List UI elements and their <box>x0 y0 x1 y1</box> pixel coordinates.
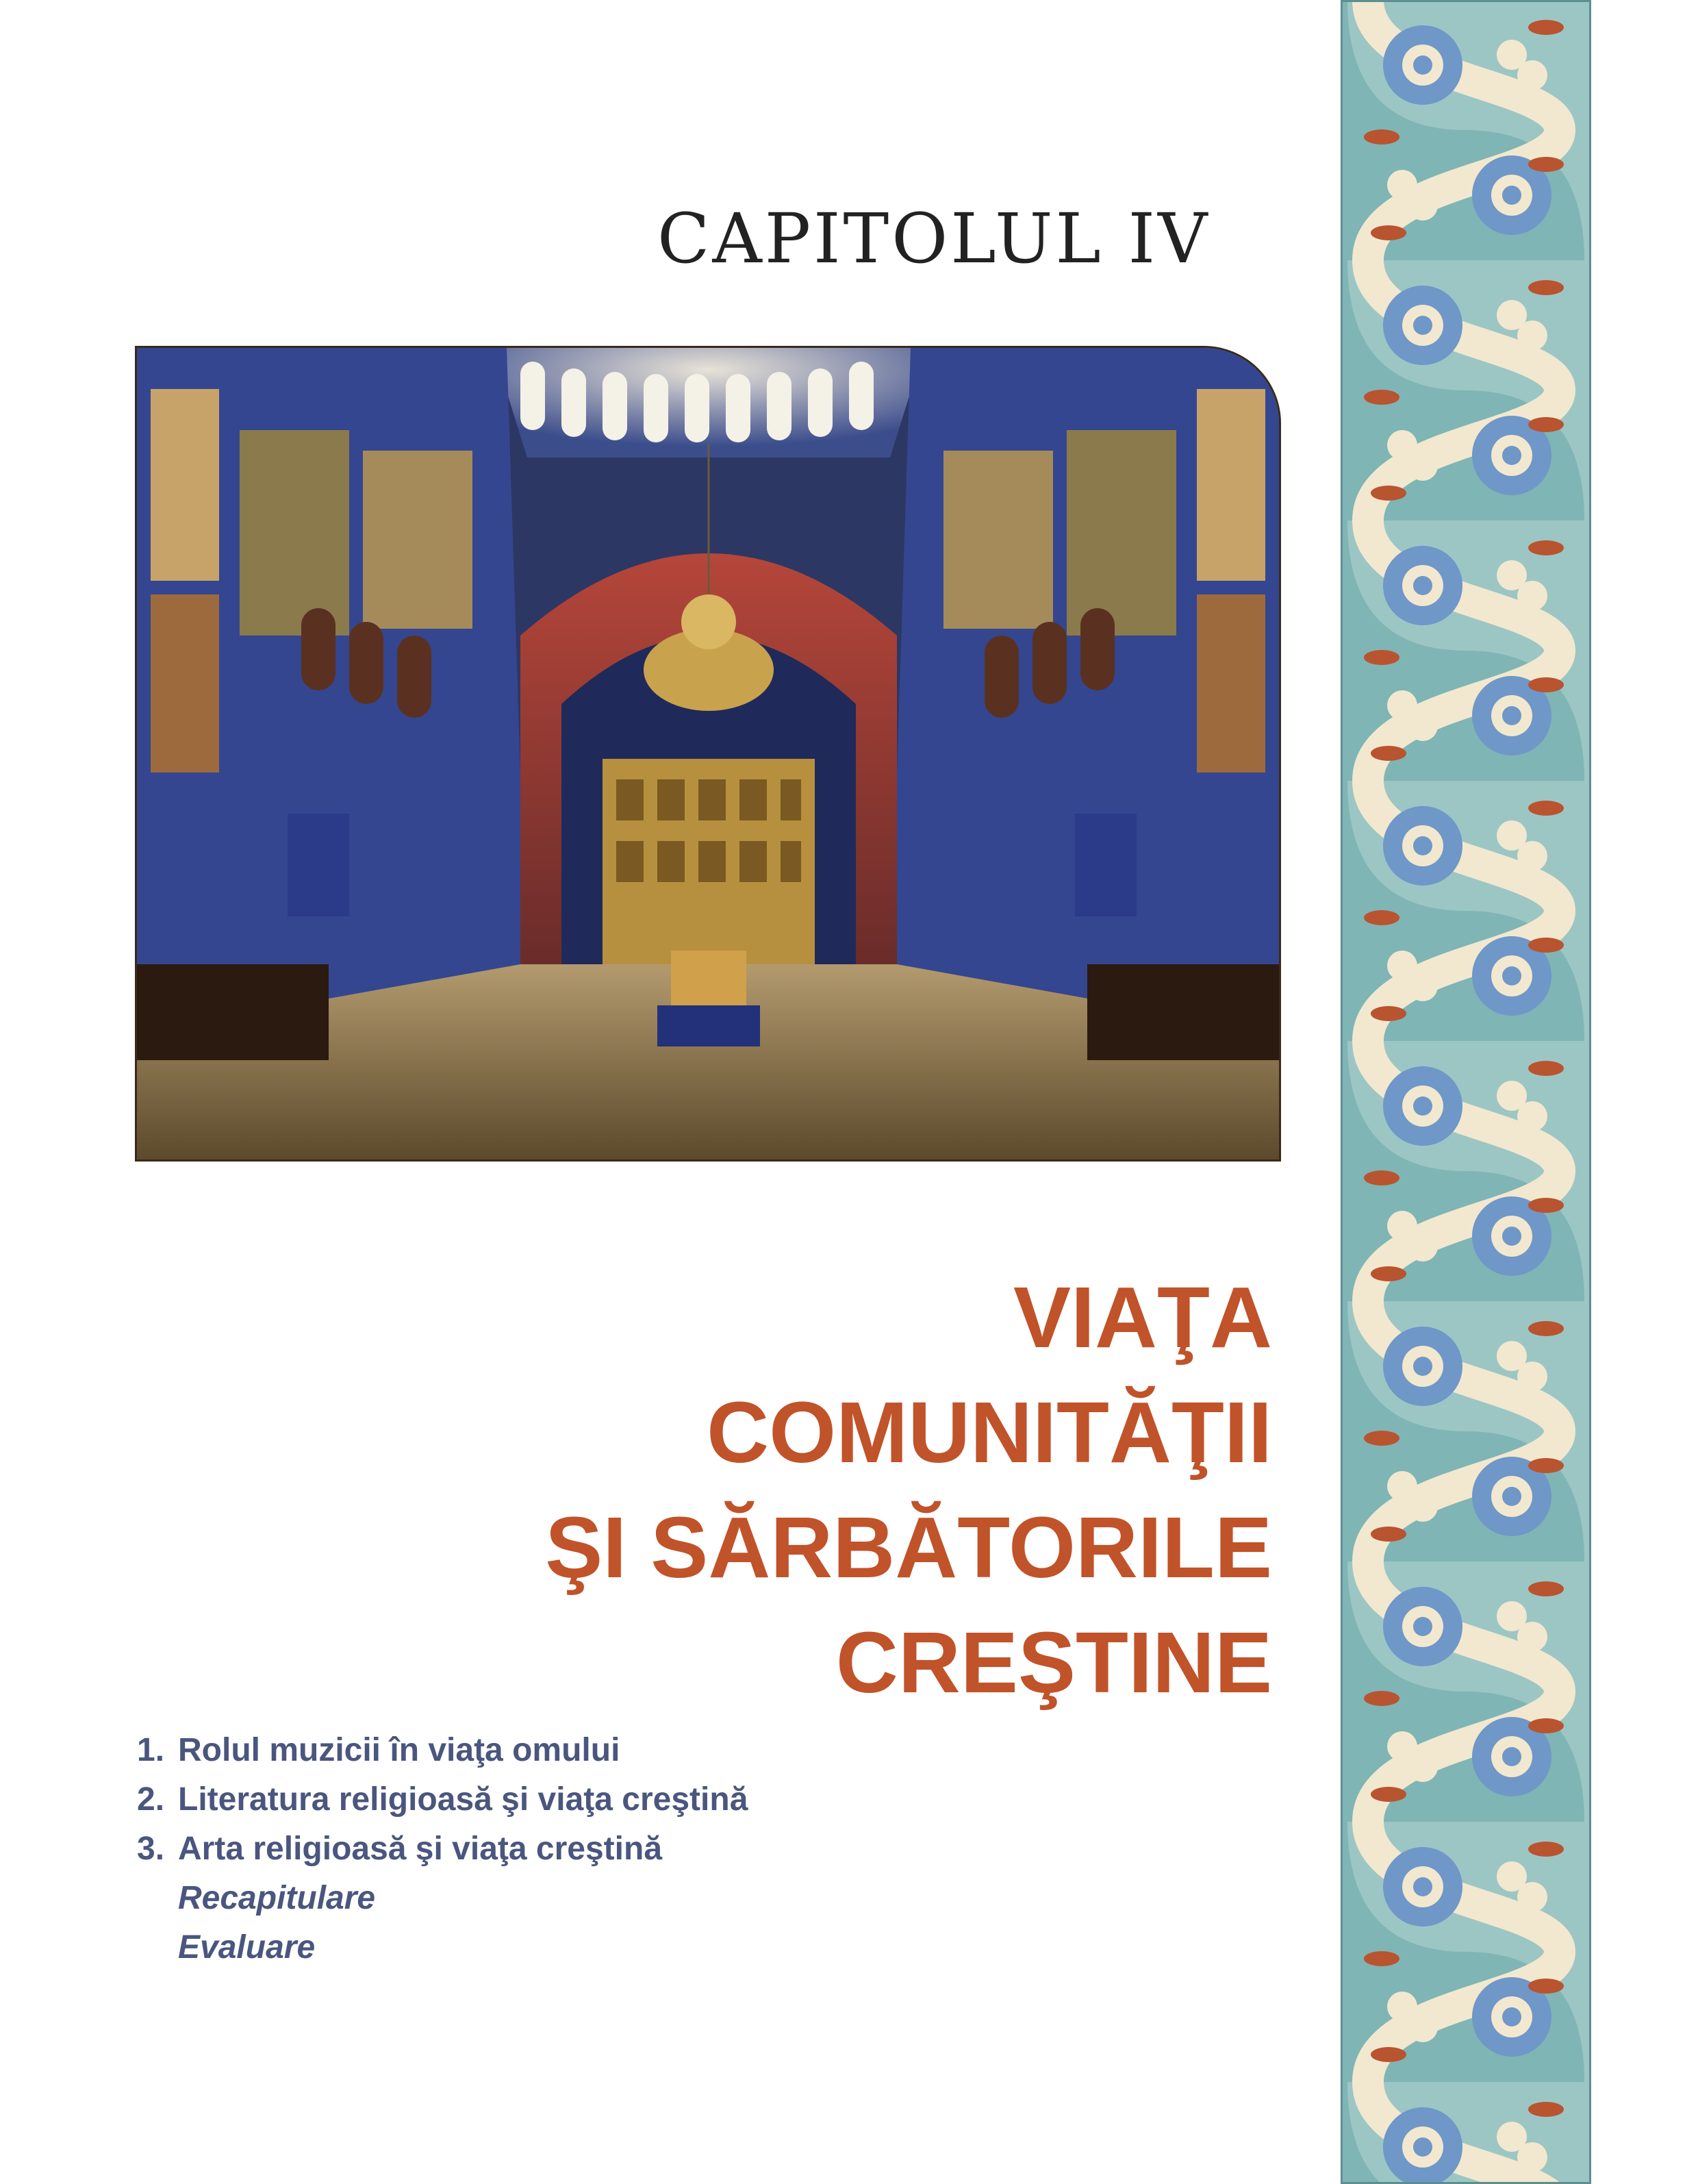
lesson-item <box>137 1824 1095 1874</box>
chapter-title-line-1: VIAŢA <box>1013 1269 1272 1366</box>
lesson-number: 1. <box>137 1732 165 1768</box>
chapter-title-line-3: ŞI SĂRBĂTORILE <box>545 1499 1272 1596</box>
lesson-title: Rolul muzicii în viaţa omului <box>178 1732 620 1768</box>
cathedral-interior-photo <box>137 348 1279 1159</box>
lesson-title: Arta religioasă şi viaţa creştină <box>178 1831 663 1867</box>
lesson-title: Literatura religioasă şi viaţa creştină <box>178 1781 748 1818</box>
evaluation-item: Evaluare <box>178 1929 316 1966</box>
recap-item: Recapitulare <box>178 1880 376 1916</box>
lesson-number: 3. <box>137 1831 165 1867</box>
lesson-list <box>137 1726 1095 1972</box>
chapter-title-line-2: COMUNITĂŢII <box>707 1384 1272 1481</box>
lesson-item <box>137 1726 1095 1775</box>
lesson-item <box>137 1775 1095 1824</box>
lesson-number: 2. <box>137 1781 165 1818</box>
chapter-title-line-4: CREŞTINE <box>835 1614 1272 1711</box>
byzantine-ornament-border <box>1341 0 1591 2184</box>
chapter-heading: CAPITOLUL IV <box>657 199 1211 279</box>
chapter-title <box>479 1260 1272 1720</box>
